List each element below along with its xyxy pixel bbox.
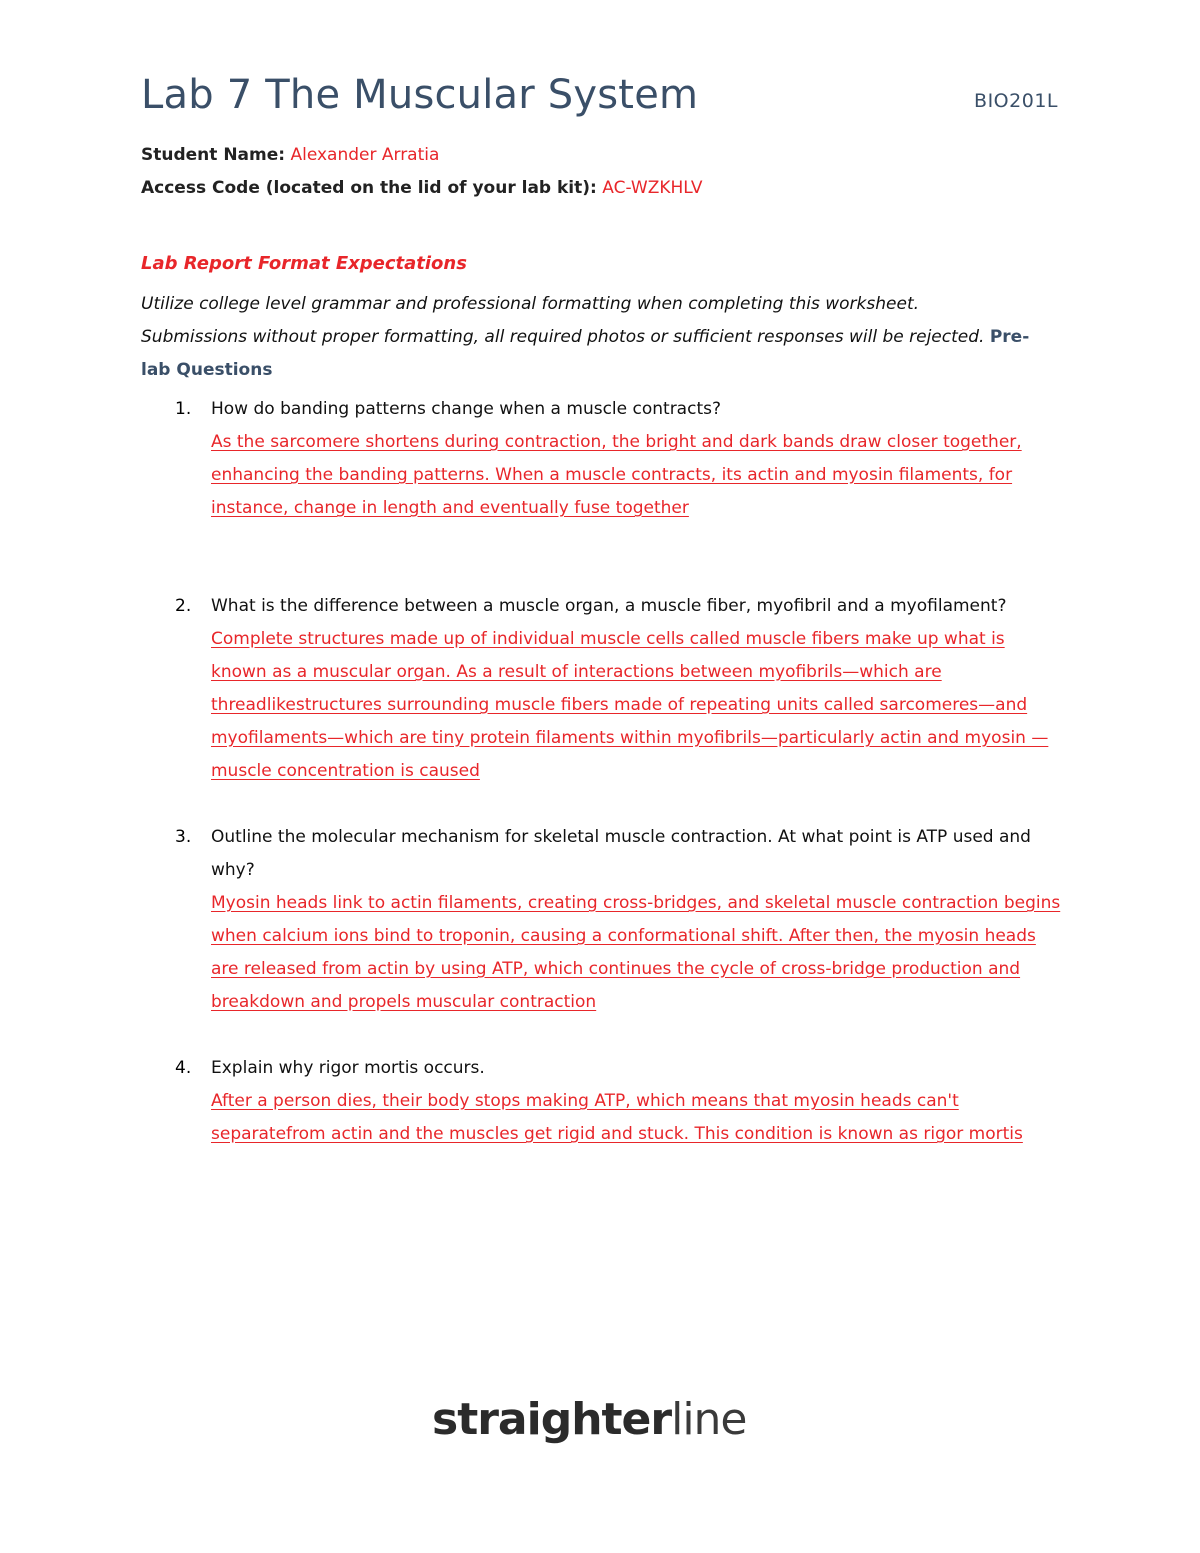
format-line-2-wrap	[141, 321, 1051, 387]
format-expectations-text	[141, 288, 1051, 387]
question-number: 2.	[175, 596, 192, 616]
question-number: 1.	[175, 399, 192, 419]
logo-text-light: line	[671, 1394, 747, 1445]
question-item	[141, 1052, 1061, 1151]
format-expectations-heading: Lab Report Format Expectations	[141, 253, 467, 274]
student-name-label: Student Name:	[141, 145, 286, 165]
access-code-label: Access Code (located on the lid of your lab kit):	[141, 178, 597, 198]
question-number: 4.	[175, 1058, 192, 1078]
question-text: What is the difference between a muscle organ, a muscle fiber, myofibril and a myofilament?	[211, 596, 1007, 616]
answer-text: After a person dies, their body stops making ATP, which means that myosin heads can't separatefrom actin and the muscles get rigid and stuck. This condition is known as rigor mortis	[211, 1091, 1023, 1144]
question-text: How do banding patterns change when a muscle contracts?	[211, 399, 721, 419]
course-code: BIO201L	[974, 90, 1058, 112]
question-item	[141, 590, 1061, 788]
format-line-1: Utilize college level grammar and professional formatting when completing this worksheet.	[141, 294, 920, 314]
access-code-value: AC-WZKHLV	[602, 178, 703, 198]
question-number: 3.	[175, 827, 192, 847]
page-title: Lab 7 The Muscular System	[141, 72, 699, 118]
logo-text-bold: straighter	[432, 1394, 672, 1445]
answer-text: Complete structures made up of individual muscle cells called muscle fibers make up what is known as a muscular organ. As a result of interactions between myofibrils—which are threadlikestructures surrounding muscle fibers made of repeating units called sarcomeres—and myofilaments—which are tiny protein filaments within myofibrils—particularly actin and myosin —muscle concentration is caused	[211, 629, 1049, 781]
question-text: Explain why rigor mortis occurs.	[211, 1058, 485, 1078]
answer-text: As the sarcomere shortens during contraction, the bright and dark bands draw closer together, enhancing the banding patterns. When a muscle contracts, its actin and myosin filaments, for instance, change in length and eventually fuse together	[211, 432, 1022, 518]
student-name-value: Alexander Arratia	[290, 145, 440, 165]
format-line-2: Submissions without proper formatting, all required photos or sufficient responses will be rejected.	[141, 327, 985, 347]
question-item	[141, 821, 1061, 1019]
student-name-line	[141, 145, 439, 165]
answer-text: Myosin heads link to actin filaments, creating cross-bridges, and skeletal muscle contraction begins when calcium ions bind to troponin, causing a conformational shift. After then, the myosin heads are released from actin by using ATP, which continues the cycle of cross-bridge production and breakdown and propels muscular contraction	[211, 893, 1061, 1012]
access-code-line	[141, 178, 703, 198]
question-item	[141, 393, 1061, 525]
question-text: Outline the molecular mechanism for skeletal muscle contraction. At what point is ATP used and why?	[211, 827, 1031, 880]
prelab-heading: Pre-lab Questions	[141, 327, 1030, 380]
straighterline-logo	[432, 1394, 747, 1445]
